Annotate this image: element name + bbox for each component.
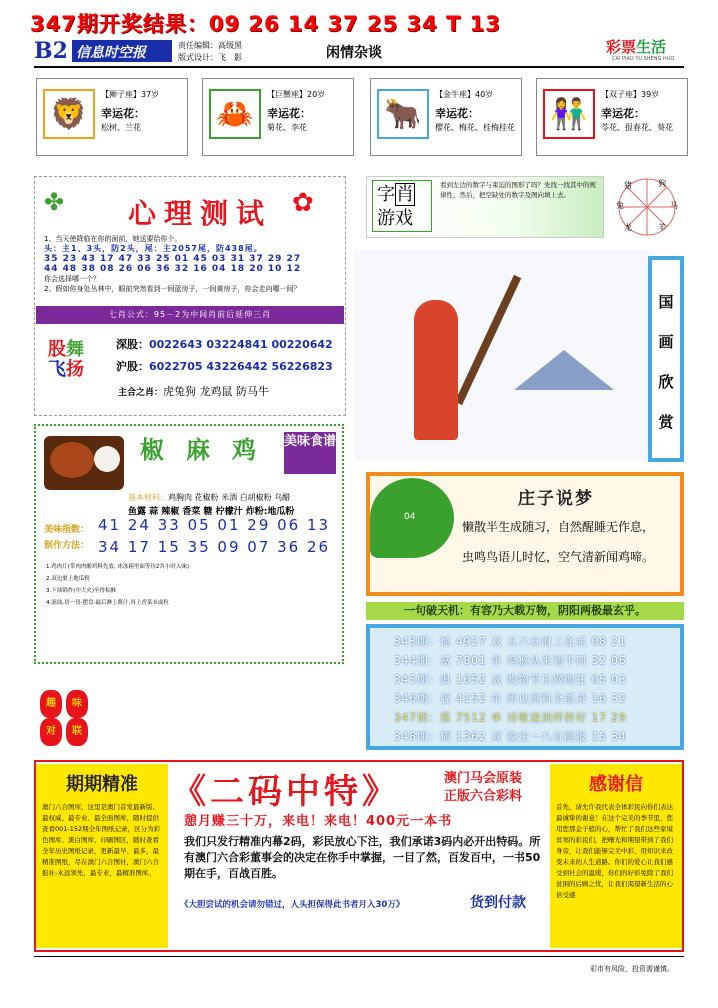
stock-logo <box>48 340 84 380</box>
lucky-flowers: 菊花、李花 <box>267 123 307 132</box>
crab-icon: 🦀 <box>209 89 261 139</box>
panel-title: 期期精准 <box>66 774 138 795</box>
stock-numbers: 6022705 43226442 56226823 <box>149 360 333 373</box>
promo-slogan: 憩月赚三十万，来电！来电！400元一本书 <box>184 814 453 829</box>
masthead: 信息时空报 <box>72 40 172 62</box>
logo-text-b: 生活 <box>636 38 667 56</box>
number-row: 44 48 38 08 26 06 36 32 16 04 18 20 10 12 <box>44 264 302 274</box>
lucky-label: 幸运花： <box>601 107 645 120</box>
ingredients-label: 基本材料： <box>128 493 168 502</box>
lucky-flowers: 松树、兰花 <box>101 123 141 132</box>
recipe-steps <box>46 561 189 609</box>
logo-text-a: 彩票 <box>606 38 637 56</box>
poem-line: 懒散半生成随习，自然醒睡无作息， <box>462 520 655 534</box>
bull-icon: 🐂 <box>377 89 429 139</box>
lantern-icon: 对 <box>40 718 62 746</box>
tagline-line: 正版六合彩料 <box>444 789 523 804</box>
wheel-label: 狗 <box>658 179 666 188</box>
index-label: 美味指数： <box>44 525 90 535</box>
tasty-recipe-badge: 美味食谱 <box>284 432 336 474</box>
stock-label: 深股： <box>116 338 149 351</box>
history-row: 345期：俱 1652 双 购物节日网购狂 05 03 <box>394 674 627 686</box>
wheel-label: 兔 <box>616 201 624 210</box>
ingredients-line: 鸡胸肉 花椒粉 米酒 白胡椒粉 乌醋 <box>168 493 291 502</box>
shanghai-stock <box>116 358 333 374</box>
zodiac-sign: 【狮子座】37岁 <box>101 90 160 99</box>
head-tail-line: 头：主1、3头，防2头，尾：主2057尾，防438尾。 <box>44 244 263 253</box>
zodiac-wheel <box>612 176 682 238</box>
history-row: 344期：富 7801 单 鸡猴从来划不同 32 06 <box>394 655 627 667</box>
zodiac-card <box>536 78 688 156</box>
banner-char: 欣 <box>658 373 674 391</box>
wheel-label: 羊 <box>658 223 666 232</box>
panel-title: 感谢信 <box>589 774 643 795</box>
lucky-label: 幸运花： <box>101 107 145 120</box>
brand-logo <box>606 36 666 57</box>
wheel-label: 猪 <box>624 181 632 190</box>
design-line: 版式设计：飞 影 <box>178 53 242 62</box>
header-divider <box>34 66 684 68</box>
logo-char: 舞 <box>66 339 84 360</box>
leaf-number: 04 <box>404 512 416 522</box>
history-row: 348期：横 1362 双 投注一八有回报 15 34 <box>394 731 627 743</box>
banner-char: 画 <box>658 333 674 351</box>
word-game-question: 看到左边的数字与束迫的图形了吗？先找一找其中的规律性，然后，把空缺处的数字及图向填上去。 <box>440 181 596 199</box>
zodiac-sign: 【巨蟹座】20岁 <box>267 90 326 99</box>
word-char: 游 <box>377 208 395 229</box>
panel-text: 首先，请允许我代表全体彩民向你们表达最诚挚的谢意！在这个完美的季节里，您用您那金子般的心，帮忙了我们这些家境贫寒的彩民们，把曙光和期望带到了我们身旁，让我们能够完美中彩，用知识来改变未来的人生道路。你们的爱心让我们感受到社会的温暖，你们的好彩免除了我们贫困的后顾之忧，让我们渴望新生活的心倍受感 <box>556 803 673 899</box>
editor-line: 责任编辑：高级黑 <box>178 41 242 50</box>
promo-footnote: 《大胆尝试的机会请勿错过，人头担保得此书者月入30万》 <box>180 900 405 910</box>
accurate-panel <box>36 764 168 948</box>
cash-on-delivery: 货到付款 <box>470 895 526 911</box>
zodiac-sign: 【金牛座】40岁 <box>435 90 494 99</box>
zhuangzi-title: 庄子说梦 <box>518 489 594 509</box>
macau-tagline <box>444 770 522 806</box>
word-char: 字 <box>377 184 395 205</box>
dish-image <box>44 436 124 490</box>
lucky-flowers: 苓花、报春花、葵花 <box>601 123 673 132</box>
section-title: 闲情杂谈 <box>326 45 382 61</box>
page-code: B2 <box>34 38 68 64</box>
psych-test-title: 心理测试 <box>128 197 273 230</box>
question-1: 1、当天使降临在你的面前，她送要给你个。 <box>44 235 182 243</box>
ink-painting <box>354 250 654 460</box>
logo-subtitle: CAI PIAO YU SHENG HUO <box>612 56 675 62</box>
question-2: 2、假如你身处丛林中，眼前突然看到一间蓝房子，一间黄房子，你会走向哪一间？ <box>44 285 301 293</box>
question-prompt: 你会选择哪一个？ <box>44 275 100 283</box>
footer-divider <box>34 956 684 957</box>
riddle-banner: 一句破天机：有容乃大载万物，阴阳两极最玄乎。 <box>366 602 684 620</box>
logo-char: 飞 <box>48 359 66 380</box>
history-row: 346期：貌 4152 单 所以资料全部录 16 32 <box>394 693 627 705</box>
lotus-leaf-image <box>370 478 454 558</box>
zodiac-card <box>36 78 188 156</box>
headline-results: 347期开奖结果：09 26 14 37 25 34 T 13 <box>30 12 501 36</box>
step: 3.下油锅炸(中大火)至得棕酥 <box>46 588 117 594</box>
lucky-label: 幸运花： <box>435 107 479 120</box>
zodiac-sign: 【双子座】39岁 <box>601 90 660 99</box>
logo-char: 扬 <box>66 359 84 380</box>
history-row: 347期：落 7512 单 诗歌道剑样样好 17 29 <box>394 712 627 724</box>
poem-line: 虫鸣鸟语儿时忆，空气清新闻鸡啼。 <box>462 550 655 564</box>
clover-icon: ✤ <box>44 188 65 216</box>
main-zodiac-value: 虎兔狗 龙鸡鼠 防马牛 <box>163 385 270 398</box>
stock-numbers: 0022643 03224841 00220642 <box>149 338 333 351</box>
step: 1.鸡肉片(带肉肉酿鸡料先放, 冰冻箱里面等待2各小时入味) <box>46 564 190 570</box>
wheel-label: 马 <box>670 201 678 210</box>
panel-text: 澳门六合图库，这里是澳门首发最新版、最权威、最专业、最全面图库，随时提供查看001-152期全年图纸记录，区分为彩色图库、黑白图库、印刷图区，随时查看全年历史图纸记录，更新最早、最多，最精准图纸，尽在澳门六合图社，澳门六合报社-永远领先，最专业，最精准图库。 <box>42 803 161 877</box>
main-zodiac-label: 主合之肖： <box>118 388 164 398</box>
step: 2.双边裹上地瓜粉 <box>46 576 90 582</box>
flower-icon: ✿ <box>292 188 314 218</box>
banner-char: 赏 <box>658 413 674 431</box>
method-label: 制作方法： <box>44 541 90 551</box>
recipe-title: 椒麻鸡 <box>140 436 278 464</box>
history-row: 343期：惊 4927 双 五六有财三在后 08 21 <box>394 636 627 648</box>
step: 4.滤油,切一切-摆盘-最后淋上酱汁,再上香菜末或粒 <box>46 600 169 606</box>
lucky-label: 幸运花： <box>267 107 311 120</box>
zodiac-card <box>202 78 354 156</box>
promo-title: 《二码中特》 <box>172 772 400 812</box>
tagline-line: 澳门马会原装 <box>444 771 523 786</box>
twins-icon: 👫 <box>543 89 595 139</box>
word-game-logo <box>372 180 432 232</box>
lantern-icon: 味 <box>66 690 88 718</box>
painting-appreciation-banner <box>648 256 684 462</box>
banner-char: 国 <box>658 293 674 311</box>
logo-char: 股 <box>48 339 66 360</box>
wheel-label: 龙 <box>624 223 632 232</box>
thanks-panel <box>550 764 682 948</box>
editor-credits <box>178 40 242 64</box>
stock-label: 沪股： <box>116 360 149 373</box>
promo-promise: 我们只发行精准内幕2码，彩民放心下注，我们承诺3码内必开出特码。所有澳门六合彩董事会的决定在你手中掌握，一目了然，百发百中，一书50期在手，百战百胜。 <box>184 835 541 880</box>
main-zodiac <box>118 383 269 399</box>
ingredients-line: 鱼露 蒜 辣椒 香菜 糖 柠檬汁 炸粉:地瓜粉 <box>128 507 295 517</box>
method-numbers: 34 17 15 35 09 07 36 26 <box>98 538 331 556</box>
lantern-icon: 联 <box>66 718 88 746</box>
risk-disclaimer: 彩市有风险，投资需谨慎。 <box>590 965 674 973</box>
shenzhen-stock <box>116 336 333 352</box>
psych-test-text <box>44 234 344 294</box>
lantern-icon: 趣 <box>40 690 62 718</box>
lucky-flowers: 樱花、梅花、桂梅桂花 <box>435 123 515 132</box>
zodiac-card <box>370 78 522 156</box>
index-numbers: 41 24 33 05 01 29 06 13 <box>98 516 331 534</box>
formula-banner: 七肖公式：95－2为中间肖前后延伸三肖 <box>36 306 344 324</box>
word-char: 戏 <box>395 208 413 229</box>
word-char: 肖 <box>396 184 414 205</box>
lion-icon: 🦁 <box>43 89 95 139</box>
ingredients <box>128 491 294 519</box>
number-row: 35 23 43 17 47 33 25 01 45 03 31 37 29 27 <box>44 254 302 264</box>
